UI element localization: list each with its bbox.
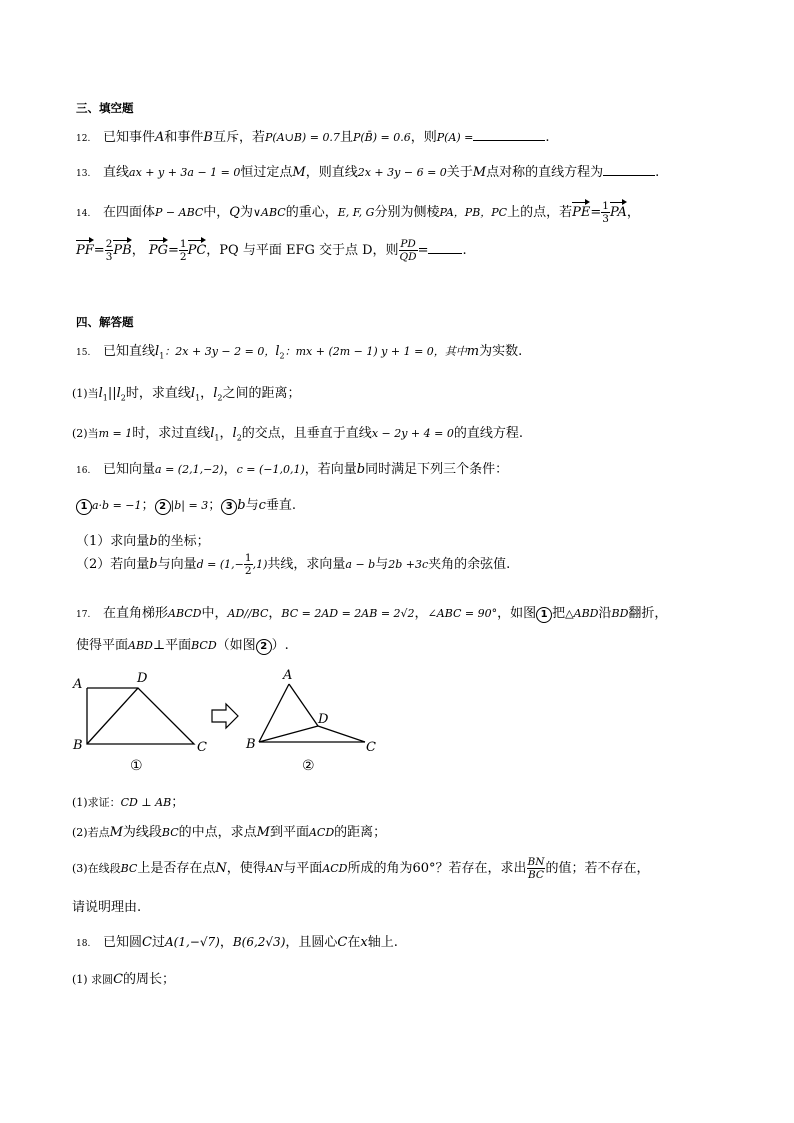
edge-AB [259,684,289,742]
figure-trapezoid [87,688,194,744]
answer-blank [473,128,545,141]
question-18: 18. 已知圆C过A(1,−√7)，B(6,2√3)，且圆心C在x轴上. [76,933,398,953]
question-16-part2: （2）若向量b与向量d = (1,− $\frac{1}{2}$ ,1)共线，求向量a − b与2b +3c夹角的余弦值. [76,552,511,577]
question-13: 13. 直线ax + y + 3a − 1 = 0恒过定点M，则直线2x + 3y − 6 = 0关于M点对称的直线方程为 . [76,163,659,183]
question-number: 12. [76,134,91,144]
question-18-part1: (1) 求圆C的周长； [72,972,176,987]
geometry-figures [70,668,390,778]
circled-number-1: 1 [76,499,92,515]
vector-PG: PG [148,243,168,258]
vector-PB: PB [113,243,132,258]
edge-DC [318,726,365,742]
question-15: 15. 已知直线$l_1$：2x + 3y − 2 = 0，$l_2$：mx + (2m − 1) y + 1 = 0，其中m为实数. [76,344,523,361]
question-17-part1: (1)求证：CD ⊥ AB； [72,795,185,810]
diagonal-BD [87,688,138,744]
section-heading-fill-blank: 三、填空题 [76,101,134,115]
question-16-part1: （1）求向量b的坐标； [76,534,210,549]
label-C: C [197,740,207,755]
question-14: 14. 在四面体P − ABC中，Q为∨ABC的重心，E, F, G分别为侧棱PA，PB，PC上的点，若PE= $\frac{1}{3}$ PA， [76,200,640,225]
fraction-BN-BC: $\frac{BN}{BC}$ [527,856,545,881]
fraction-PD-QD: $\frac{PD}{QD}$ [399,238,417,263]
question-number: 14. [76,209,91,219]
question-16-conditions: 1 a·b = −1； 2 |b| = 3； 3 b与c垂直. [76,497,296,515]
circled-number-3: 3 [221,499,237,515]
question-17-part2: (2)若点M为线段BC的中点，求点M到平面ACD的距离； [72,825,387,840]
question-number: 16. [76,466,91,476]
label-C: C [366,740,376,755]
label-A: A [283,668,293,683]
question-15-part2: (2)当m = 1时，求过直线$l_1$，$l_2$的交点，且垂直于直线x − 2y + 4 = 0的直线方程. [72,426,523,443]
vector-PE: PE [572,205,591,220]
question-number: 15. [76,348,91,358]
vector-PA: PA [609,205,627,220]
vector-PF: PF [76,243,94,258]
question-14-line2: PF= $\frac{2}{3}$ PB， PG= $\frac{1}{2}$ PC，PQ 与平面 EFG 交于点 D，则 $\frac{PD}{QD}$ = . [76,238,467,263]
trapezoid-outline [87,688,194,744]
question-number: 13. [76,169,91,179]
label-B: B [73,738,83,753]
figure-folded [259,684,365,742]
figure-caption-2: ② [302,758,315,774]
question-17-line2: 使得平面ABD⊥平面BCD（如图 2 ）. [76,638,289,653]
vector-PC: PC [187,243,207,258]
label-D: D [137,671,148,686]
label-B: B [246,737,256,752]
fraction-one-half: $\frac{1}{2}$ [244,552,252,577]
circled-number-2: 2 [256,639,272,655]
fraction-two-thirds: $\frac{2}{3}$ [105,238,113,263]
circled-number-2: 2 [155,499,171,515]
circled-number-1: 1 [536,607,552,623]
answer-blank [603,163,655,176]
question-15-part1: (1)当$l_1||l_2$时，求直线$l_1$，$l_2$之间的距离； [72,386,301,403]
edge-BD [259,726,318,742]
figure-caption-1: ① [130,758,143,774]
question-12: 12. 已知事件A和事件B互斥，若P(A∪B) = 0.7且P(B̄) = 0.6，则P(A) = . [76,128,550,148]
question-16: 16. 已知向量a = (2,1,−2)，c = (−1,0,1)，若向量b同时满足下列三个条件： [76,461,508,480]
question-17-part3-cont: 请说明理由. [72,900,142,915]
section-heading-solve: 四、解答题 [76,315,134,329]
edge-AD [289,684,318,726]
fraction-one-half: $\frac{1}{2}$ [179,238,187,263]
fraction-one-third: $\frac{1}{3}$ [602,200,609,225]
label-A: A [73,677,83,692]
answer-blank [428,241,462,254]
label-D: D [318,712,329,727]
question-17: 17. 在直角梯形ABCD中，AD//BC，BC = 2AD = 2AB = 2√2，∠ABC = 90°，如图 1 把△ABD沿BD翻折， [76,605,667,624]
question-number: 18. [76,939,91,949]
question-17-part3: (3)在线段BC上是否存在点N，使得AN与平面ACD所成的角为60°？若存在，求出 $\frac{BN}{BC}$ 的值；若不存在， [72,856,650,881]
arrow-icon [212,704,238,728]
question-number: 17. [76,610,91,620]
